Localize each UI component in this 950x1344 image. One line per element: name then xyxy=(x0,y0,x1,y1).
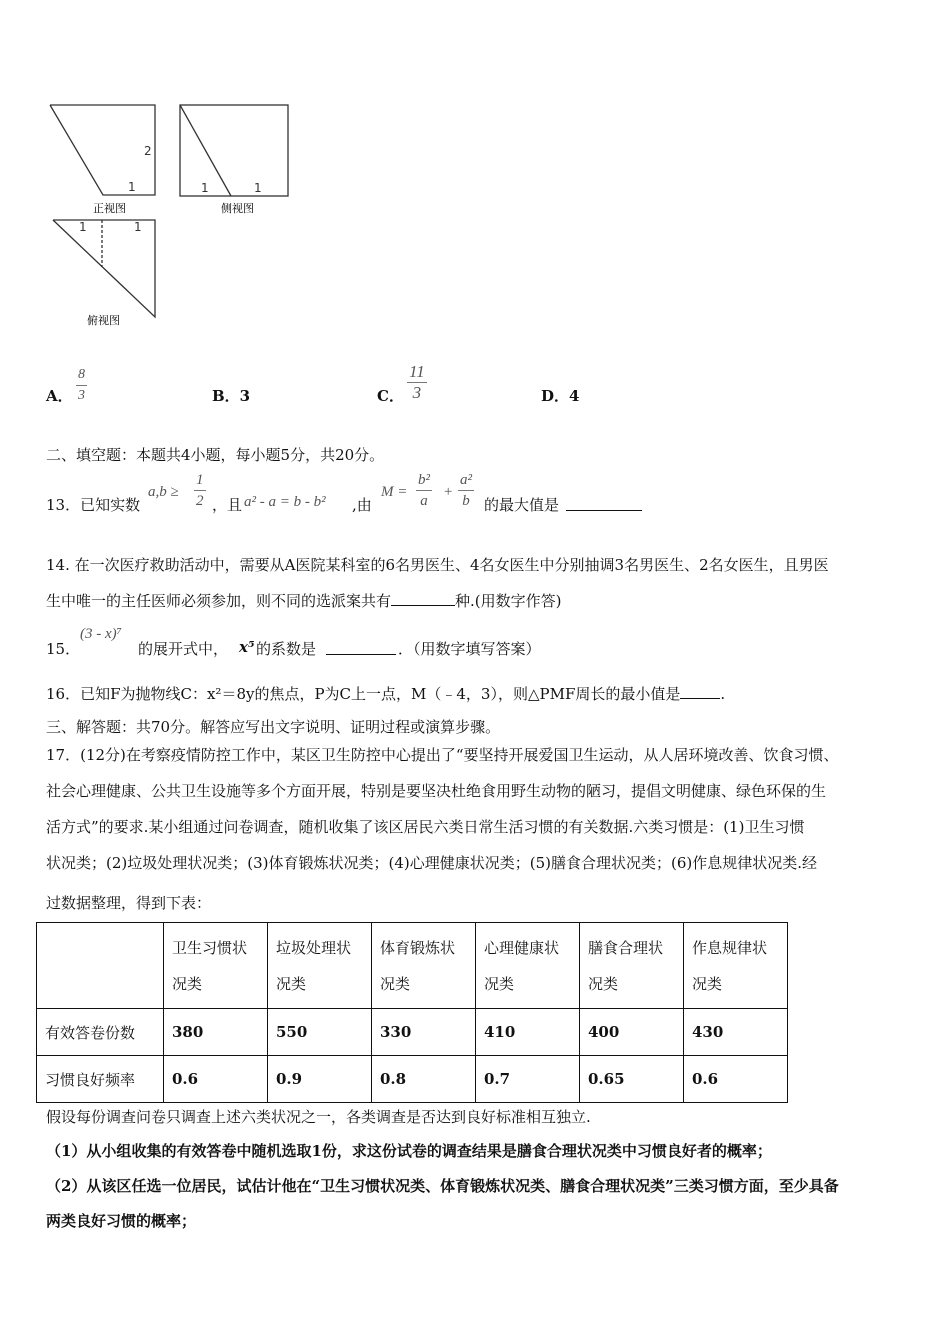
question-13 xyxy=(46,470,746,520)
q13-fraction-2 xyxy=(458,470,474,511)
top-right-label: 1 xyxy=(134,220,142,234)
option-a-denominator: 3 xyxy=(78,388,85,403)
q14-line2-prefix: 生中唯一的主任医师必须参加，则不同的选派案共有 xyxy=(46,592,392,610)
q17-part1: （1）从小组收集的有效答卷中随机选取1份，求这份试卷的调查结果是膳食合理状况类中习惯良好者的概率； xyxy=(46,1142,772,1160)
front-base-label: 1 xyxy=(128,180,136,194)
q17-line-4: 状况类；(2)垃圾处理状况类；(3)体育锻炼状况类；(4)心理健康状况类；(5)膳食合理状况类；(6)作息规律状况类.经 xyxy=(46,854,818,872)
table-cell: 0.7 xyxy=(476,1056,580,1103)
table-header-row xyxy=(37,923,788,1009)
q15-expr: (3 - x)⁷ xyxy=(80,626,122,642)
table-cell: 0.9 xyxy=(268,1056,372,1103)
table-row xyxy=(37,1009,788,1056)
q17-assumption: 假设每份调查问卷只调查上述六类状况之一，各类调查是否达到良好标准相互独立. xyxy=(46,1108,591,1126)
table-row-label: 习惯良好频率 xyxy=(37,1056,164,1103)
front-caption: 正视图 xyxy=(93,202,126,215)
q17-part2-line1: （2）从该区任选一位居民，试估计他在“卫生习惯状况类、体育锻炼状况类、膳食合理状况类”三类习惯方面，至少具备 xyxy=(46,1177,839,1195)
table-cell: 0.6 xyxy=(684,1056,788,1103)
table-cell: 400 xyxy=(580,1009,684,1056)
q13-plus: + xyxy=(443,484,454,500)
q13-f1-denominator: a xyxy=(420,493,428,509)
table-cell: 410 xyxy=(476,1009,580,1056)
table-cell: 0.6 xyxy=(164,1056,268,1103)
q13-m-lhs: M = xyxy=(381,484,408,500)
q13-f2-denominator: b xyxy=(462,493,470,509)
q17-line-2: 社会心理健康、公共卫生设施等多个方面开展，特别是要坚决杜绝食用野生动物的陋习，提倡文明健康、绿色环保的生 xyxy=(46,782,827,800)
q17-line-5: 过数据整理，得到下表： xyxy=(46,894,212,912)
q13-mid: ，且 xyxy=(212,496,243,514)
table-header-cell: 垃圾处理状 况类 xyxy=(268,923,372,1009)
q13-mid2: ,由 xyxy=(352,496,372,514)
table-header-cell: 卫生习惯状 况类 xyxy=(164,923,268,1009)
q13-f2-numerator: a² xyxy=(458,470,474,491)
q14-answer-blank[interactable] xyxy=(391,591,455,606)
q16-line xyxy=(46,684,725,704)
table-header-cell: 作息规律状 况类 xyxy=(684,923,788,1009)
table-cell: 0.65 xyxy=(580,1056,684,1103)
option-c-fraction xyxy=(407,362,427,403)
q13-cond-vars: a,b ≥ xyxy=(148,484,179,500)
q15-term: x⁵ xyxy=(239,638,255,656)
front-height-label: 2 xyxy=(144,144,152,158)
section2-heading: 二、填空题：本题共4小题，每小题5分，共20分。 xyxy=(46,446,385,464)
table-cell: 550 xyxy=(268,1009,372,1056)
q15-suffix: ．（用数字填写答案） xyxy=(398,640,541,658)
top-view xyxy=(53,220,155,327)
q13-equation: a² - a = b - b² xyxy=(244,494,326,510)
q14-line1: 14. 在一次医疗救助活动中，需要从A医院某科室的6名男医生、4名女医生中分别抽调3名男医生、2名女医生，且男医 xyxy=(46,556,829,574)
side-right-label: 1 xyxy=(254,181,262,195)
q15-mid2: 的系数是 xyxy=(256,640,317,658)
option-a-numerator: 8 xyxy=(76,365,87,386)
q13-fraction-1 xyxy=(416,470,432,511)
table-cell: 380 xyxy=(164,1009,268,1056)
q16-end: . xyxy=(720,685,726,703)
q15-prefix: 15． xyxy=(46,640,81,658)
option-c-denominator: 3 xyxy=(412,383,422,402)
side-caption: 侧视图 xyxy=(221,202,254,215)
q17-line-3: 活方式”的要求.某小组通过问卷调查，随机收集了该区居民六类日常生活习惯的有关数据.六类习惯是：(1)卫生习惯 xyxy=(46,818,805,836)
q16-answer-blank[interactable] xyxy=(680,684,720,699)
question-15 xyxy=(46,626,746,662)
three-view-figure xyxy=(40,95,310,335)
option-c-numerator: 11 xyxy=(409,362,425,381)
q13-suffix: 的最大值是 xyxy=(484,496,560,514)
habit-data-table xyxy=(36,922,788,1103)
option-b: B．3 xyxy=(212,387,251,405)
table-row-label: 有效答卷份数 xyxy=(37,1009,164,1056)
q13-f1-numerator: b² xyxy=(416,470,432,491)
table-header-cell: 体育锻炼状 况类 xyxy=(372,923,476,1009)
q13-cond-fraction xyxy=(194,470,206,511)
q13-cond-numerator: 1 xyxy=(194,470,206,491)
option-a-fraction xyxy=(76,365,87,406)
table-header-cell: 膳食合理状 况类 xyxy=(580,923,684,1009)
option-a-label: A． xyxy=(46,387,73,405)
section3-heading: 三、解答题：共70分。解答应写出文字说明、证明过程或演算步骤。 xyxy=(46,718,501,736)
side-view xyxy=(180,105,288,215)
q17-line-1: 17．(12分)在考察疫情防控工作中，某区卫生防控中心提出了“要坚持开展爱国卫生运动，从人居环境改善、饮食习惯、 xyxy=(46,746,839,764)
q16-text: 16．已知F为抛物线C：x²＝8y的焦点，P为C上一点，M（﹣4，3），则△PMF周长的最小值是 xyxy=(46,685,681,703)
table-cell: 0.8 xyxy=(372,1056,476,1103)
table-cell: 430 xyxy=(684,1009,788,1056)
table-row xyxy=(37,1056,788,1103)
table-cell: 330 xyxy=(372,1009,476,1056)
q15-mid: 的展开式中， xyxy=(138,640,229,658)
top-caption: 俯视图 xyxy=(87,314,120,327)
top-left-label: 1 xyxy=(79,220,87,234)
side-left-label: 1 xyxy=(201,181,209,195)
q14-line2 xyxy=(46,591,562,611)
q13-cond-denominator: 2 xyxy=(196,493,204,509)
q17-part2-line2: 两类良好习惯的概率； xyxy=(46,1212,197,1230)
q14-line2-suffix: 种.(用数字作答) xyxy=(455,592,562,610)
q15-answer-blank[interactable] xyxy=(326,640,396,655)
front-view xyxy=(50,105,155,215)
option-c-label: C． xyxy=(377,387,404,405)
q13-answer-blank[interactable] xyxy=(566,496,642,511)
q13-prefix: 13．已知实数 xyxy=(46,496,141,514)
table-header-cell: 心理健康状 况类 xyxy=(476,923,580,1009)
table-corner-cell xyxy=(37,923,164,1009)
option-d: D．4 xyxy=(541,387,580,405)
